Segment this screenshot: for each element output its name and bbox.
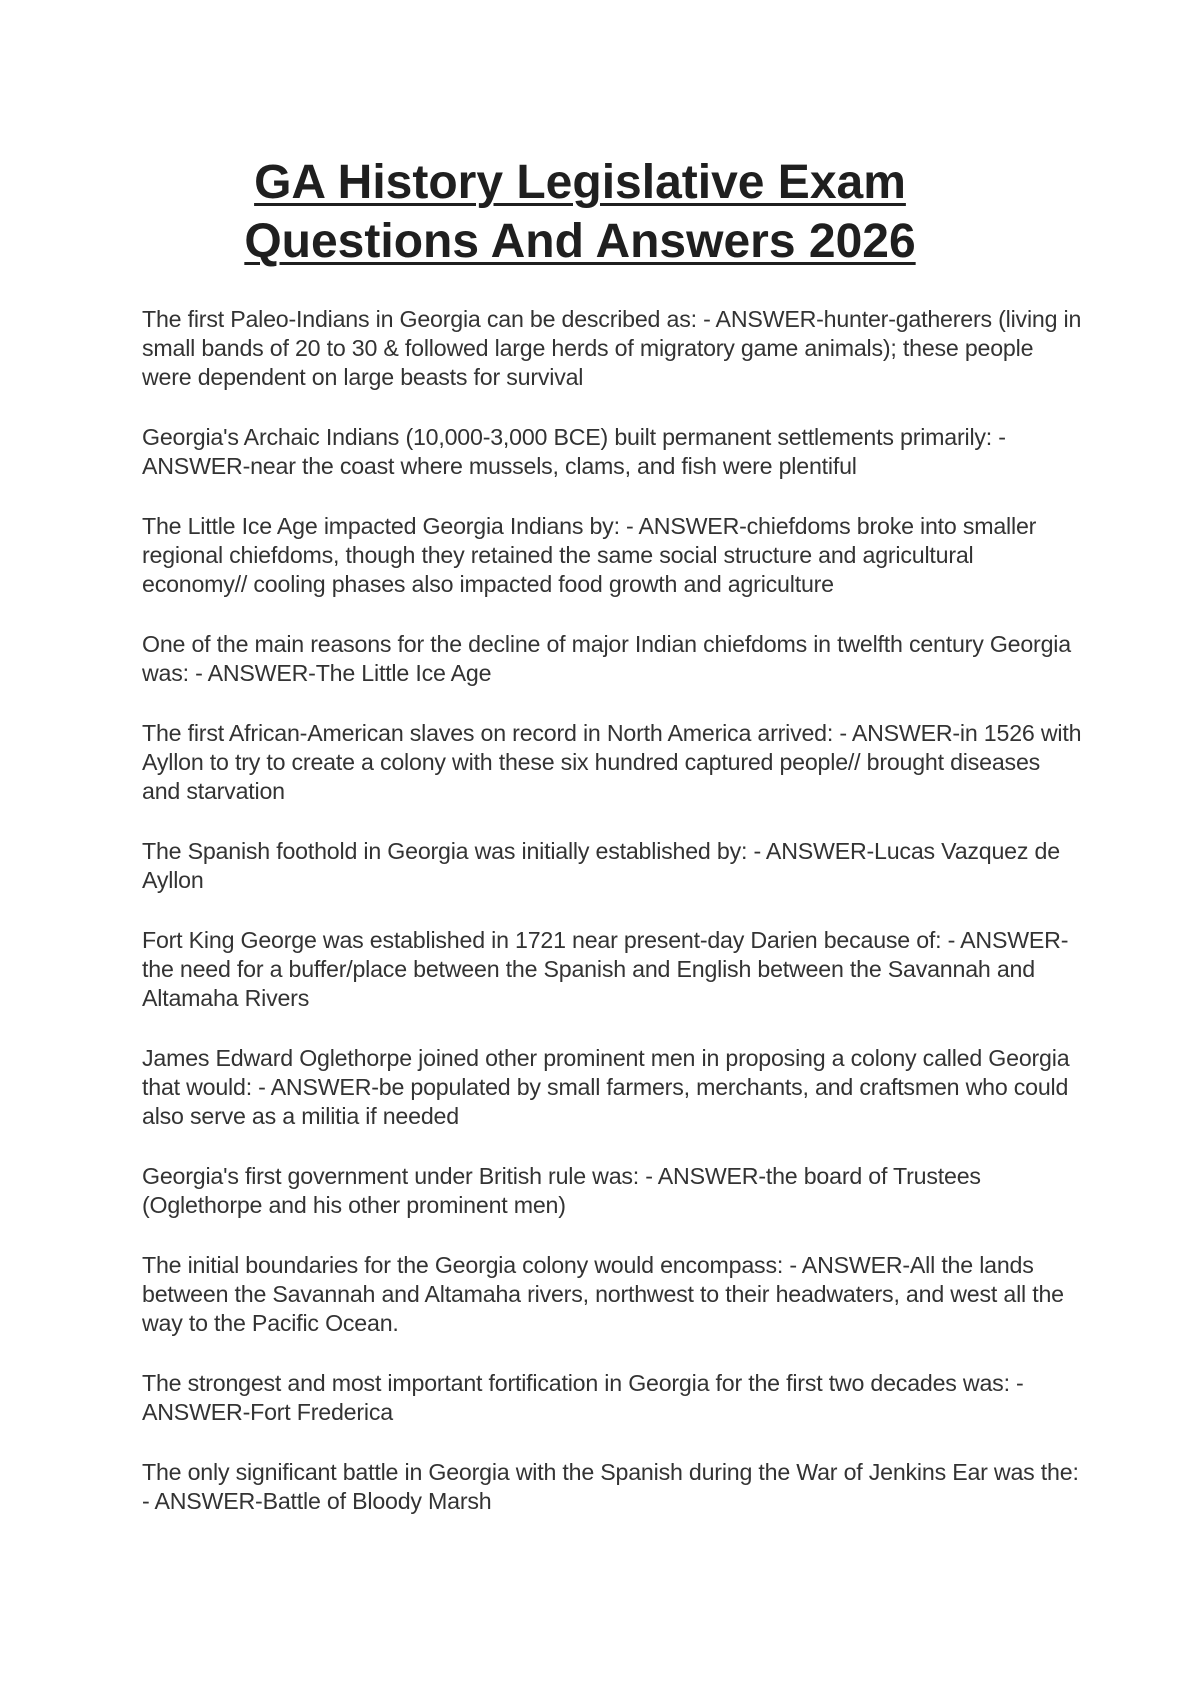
qa-item	[142, 1044, 1082, 1131]
answer-text: near the coast where mussels, clams, and fish were plentiful	[250, 453, 857, 479]
question-text: One of the main reasons for the decline of major Indian chiefdoms in twelfth century Georgia was: - ANSWER-	[142, 631, 1071, 686]
question-text: The first Paleo-Indians in Georgia can be described as: - ANSWER-	[142, 306, 824, 332]
qa-list	[142, 305, 1082, 1547]
page-title	[0, 153, 1160, 271]
qa-item	[142, 837, 1082, 895]
answer-text: be populated by small farmers, merchants, and craftsmen who could also serve as a militia if needed	[142, 1074, 1069, 1129]
qa-item	[142, 1458, 1082, 1516]
answer-text: Fort Frederica	[250, 1399, 393, 1425]
answer-text: the board of Trustees (Oglethorpe and his other prominent men)	[142, 1163, 981, 1218]
answer-text: in 1526 with Ayllon to try to create a colony with these six hundred captured people// brought diseases and starvation	[142, 720, 1082, 804]
answer-text: The Little Ice Age	[315, 660, 492, 686]
qa-item	[142, 423, 1082, 481]
question-text: The initial boundaries for the Georgia colony would encompass: - ANSWER-	[142, 1252, 910, 1278]
qa-item	[142, 719, 1082, 806]
qa-item	[142, 512, 1082, 599]
question-text: The Little Ice Age impacted Georgia Indians by: - ANSWER-	[142, 513, 747, 539]
question-text: The only significant battle in Georgia with the Spanish during the War of Jenkins Ear was the: - ANSWER-	[142, 1459, 1079, 1514]
title-line-1: GA History Legislative Exam	[254, 156, 906, 209]
question-text: The strongest and most important fortification in Georgia for the first two decades was: - ANSWER-	[142, 1370, 1024, 1425]
qa-item	[142, 1251, 1082, 1338]
question-text: Georgia's first government under British rule was: - ANSWER-	[142, 1163, 766, 1189]
qa-item	[142, 630, 1082, 688]
qa-item	[142, 305, 1082, 392]
title-line-2: Questions And Answers 2026	[244, 215, 916, 268]
qa-item	[142, 926, 1082, 1013]
answer-text: hunter-gatherers (living in small bands of 20 to 30 & followed large herds of migratory game animals); these people were dependent on large beasts for survival	[142, 306, 1082, 390]
question-text: Fort King George was established in 1721 near present-day Darien because of: - ANSWER-	[142, 927, 1069, 953]
answer-text: Lucas Vazquez de Ayllon	[142, 838, 1060, 893]
answer-text: Battle of Bloody Marsh	[262, 1488, 492, 1514]
qa-item	[142, 1162, 1082, 1220]
question-text: James Edward Oglethorpe joined other prominent men in proposing a colony called Georgia that would: - ANSWER-	[142, 1045, 1070, 1100]
answer-text: chiefdoms broke into smaller regional chiefdoms, though they retained the same social structure and agricultural economy// cooling phases also impacted food growth and agriculture	[142, 513, 1037, 597]
question-text: Georgia's Archaic Indians (10,000-3,000 BCE) built permanent settlements primarily: - ANSWER-	[142, 424, 1006, 479]
qa-item	[142, 1369, 1082, 1427]
question-text: The first African-American slaves on record in North America arrived: - ANSWER-	[142, 720, 960, 746]
question-text: The Spanish foothold in Georgia was initially established by: - ANSWER-	[142, 838, 875, 864]
answer-text: All the lands between the Savannah and Altamaha rivers, northwest to their headwaters, and west all the way to the Pacific Ocean.	[142, 1252, 1064, 1336]
answer-text: the need for a buffer/place between the Spanish and English between the Savannah and Altamaha Rivers	[142, 956, 1035, 1011]
